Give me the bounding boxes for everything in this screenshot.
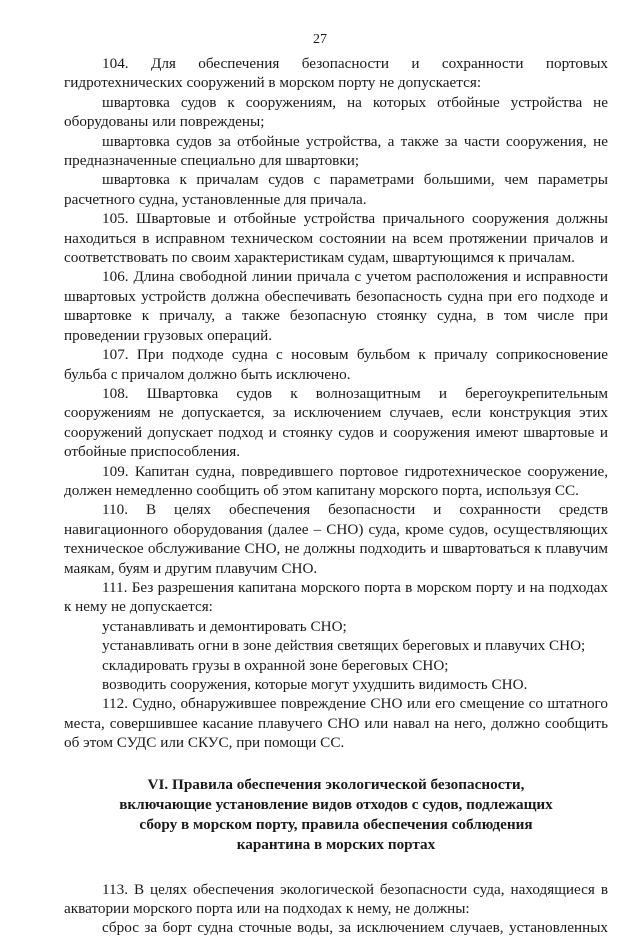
paragraph-111: 111. Без разрешения капитана морского порта в морском порту и на подходах к нему не допускается: xyxy=(64,578,608,616)
list-item-111-3: складировать грузы в охранной зоне береговых СНО; xyxy=(102,656,449,674)
list-item-111-1: устанавливать и демонтировать СНО; xyxy=(102,617,347,635)
list-item-104-1: швартовка судов к сооружениям, на которых отбойные устройства не оборудованы или повреждены; xyxy=(64,93,608,131)
paragraph-110: 110. В целях обеспечения безопасности и сохранности средств навигационного оборудования (далее – СНО) суда, кроме судов, осуществляющих техническое обслуживание СНО, не должны подходить и швартоваться к плавучим маякам, буям и другим плавучим СНО. xyxy=(64,501,608,577)
section-heading xyxy=(64,775,608,855)
section-heading-line: VI. Правила обеспечения экологической безопасности, xyxy=(147,775,525,793)
paragraph-104: 104. Для обеспечения безопасности и сохранности портовых гидротехнических сооружений в морском порту не допускается: xyxy=(64,55,608,92)
list-item-111-2: устанавливать огни в зоне действия светящих береговых и плавучих СНО; xyxy=(102,637,586,655)
paragraph-112: 112. Судно, обнаружившее повреждение СНО или его смещение со штатного места, совершившее касание плавучего СНО или навал на него, должно сообщить об этом СУДС или СКУС, при помощи СС. xyxy=(64,695,608,752)
paragraph-105: 105. Швартовые и отбойные устройства причального сооружения должны находиться в исправном техническом состоянии на всем протяжении причалов и соответствовать по своим характеристикам судам, швартующимся к причалам. xyxy=(64,210,608,267)
list-item-113-1: сброс за борт судна сточные воды, за исключением случаев, установленных xyxy=(102,919,608,937)
document-body xyxy=(64,54,608,938)
paragraph-107: 107. При подходе судна с носовым бульбом к причалу соприкосновение бульба с причалом должно быть исключено. xyxy=(64,346,608,383)
section-heading-line: включающие установление видов отходов с судов, подлежащих xyxy=(119,795,553,813)
section-heading-line: карантина в морских портах xyxy=(236,835,436,853)
section-heading-line: сбору в морском порту, правила обеспечения соблюдения xyxy=(139,815,533,833)
list-item-104-3: швартовка к причалам судов с параметрами большими, чем параметры расчетного судна, установленные для причала. xyxy=(64,171,608,208)
paragraph-108: 108. Швартовка судов к волнозащитным и берегоукрепительным сооружениям не допускается, за исключением случаев, если конструкция этих сооружений допускает подход и стоянку судов и сооружения имеют швартовые и отбойные приспособления. xyxy=(64,384,608,461)
page-number: 27 xyxy=(313,32,327,47)
paragraph-109: 109. Капитан судна, повредившего портовое гидротехническое сооружение, должен немедленно сообщить об этом капитану морского порта, используя СС. xyxy=(64,462,608,499)
list-item-104-2: швартовка судов за отбойные устройства, а также за части сооружения, не предназначенные специально для швартовки; xyxy=(64,132,608,170)
paragraph-106: 106. Длина свободной линии причала с учетом расположения и исправности швартовых устройств должна обеспечивать безопасность судна при его подходе и швартовке к причалу, а также безопасную стоянку судна, в том числе при проведении грузовых операций. xyxy=(64,268,608,344)
list-item-111-4: возводить сооружения, которые могут ухудшить видимость СНО. xyxy=(102,676,528,693)
paragraph-113: 113. В целях обеспечения экологической безопасности суда, находящиеся в акватории морского порта или на подходах к нему, не должны: xyxy=(64,880,608,918)
